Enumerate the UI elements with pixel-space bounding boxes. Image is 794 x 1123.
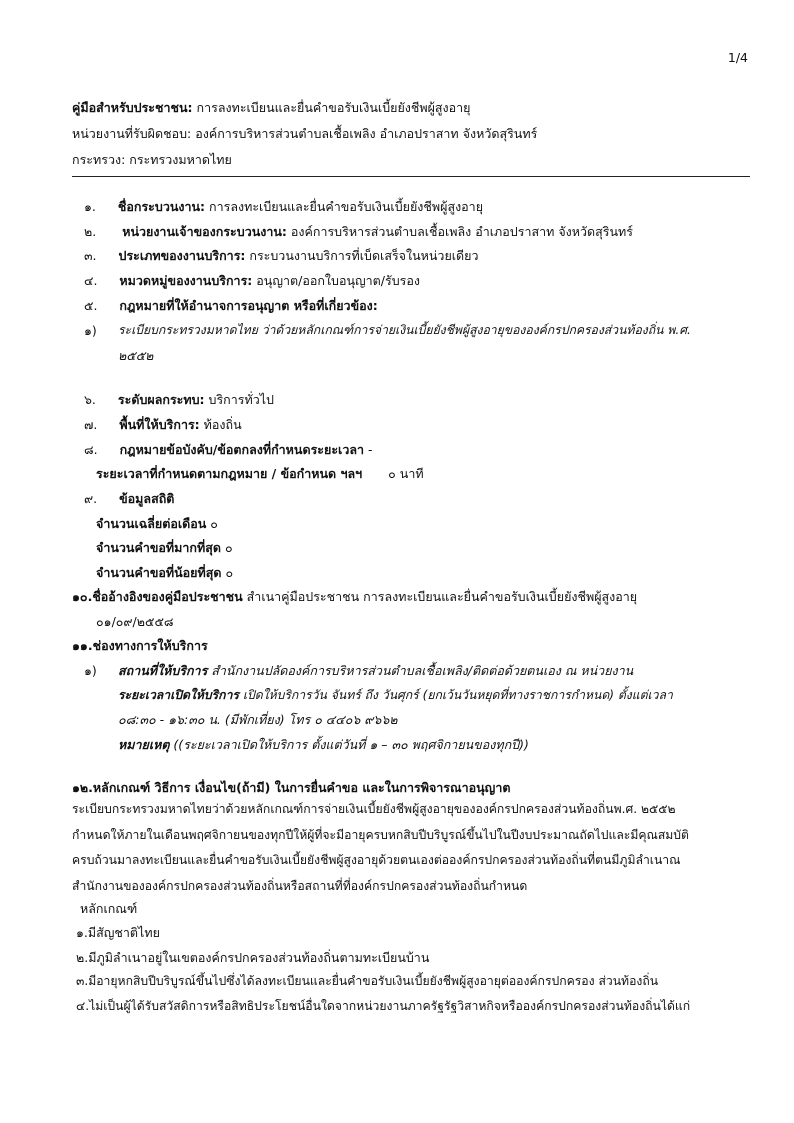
item-8-sub <box>96 464 424 484</box>
item-9-number: ๙. <box>84 491 98 506</box>
stat-average-label: จำนวนเฉลี่ยต่อเดือน <box>96 516 207 531</box>
item-9-label: ข้อมูลสถิติ <box>119 491 175 506</box>
item-10-value: สำเนาคู่มือประชาชน การลงทะเบียนและยื่นคำขอรับเงินเบี้ยยังชีพผู้สูงอายุ <box>242 589 638 604</box>
service-place-value: สำนักงานปลัดองค์การบริหารส่วนตำบลเชื้อเพลิง/ติดต่อด้วยตนเอง ณ หน่วยงาน <box>207 663 634 678</box>
ministry-value: กระทรวงมหาดไทย <box>125 152 232 167</box>
criterion-4: ๔.ไม่เป็นผู้ได้รับสวัสดิการหรือสิทธิประโยชน์อื่นใดจากหน่วยงานภาครัฐรัฐวิสาหกิจหรือองค์กรปกครองส่วนท้องถิ่นได้แก่ <box>76 999 691 1013</box>
page-number: 1/4 <box>727 50 748 65</box>
item-8-label: กฎหมายข้อบังคับ/ข้อตกลงที่กำหนดระยะเวลา <box>119 442 365 457</box>
item-8-sub-value: ๐ นาที <box>388 466 424 481</box>
item-10-label: ชื่ออ้างอิงของคู่มือประชาชน <box>92 589 243 604</box>
criterion-2: ๒.มีภูมิลำเนาอยู่ในเขตองค์กรปกครองส่วนท้องถิ่นตามทะเบียนบ้าน <box>76 950 430 965</box>
item-11 <box>72 636 208 656</box>
item-8-number: ๘. <box>84 442 98 457</box>
section-12-para-line-2: กำหนดให้ภายในเดือนพฤศจิกายนของทุกปีให้ผู้ที่จะมีอายุครบหกสิบปีบริบูรณ์ขึ้นไปในปีงบประมาณถัดไปและมีคุณสมบัติ <box>72 827 689 842</box>
item-5-sub-text-line-2: ๒๕๕๒ <box>118 348 154 363</box>
item-4-number: ๔. <box>84 273 98 288</box>
item-1-number: ๑. <box>84 199 96 214</box>
item-5-sub-1 <box>84 321 97 341</box>
service-hours-value: เปิดให้บริการวัน จันทร์ ถึง วันศุกร์ (ยกเว้นวันหยุดที่ทางราชการกำหนด) ตั้งแต่เวลา <box>238 688 673 702</box>
item-4-value: อนุญาต/ออกใบอนุญาต/รับรอง <box>252 273 420 288</box>
service-place <box>118 661 633 681</box>
agency-label: หน่วยงานที่รับผิดชอบ: <box>72 126 192 141</box>
item-10 <box>72 587 637 607</box>
section-12-para-line-3: ครบถ้วนมาลงทะเบียนและยื่นคำขอรับเงินเบี้ยยังชีพผู้สูงอายุด้วยตนเองต่อองค์กรปกครองส่วนท้องถิ่นที่ตนมีภูมิลำเนาณ <box>72 853 681 867</box>
section-12-heading: ๑๒.หลักเกณฑ์ วิธีการ เงื่อนไข(ถ้ามี) ในการยื่นคำขอ และในการพิจารณาอนุญาต <box>72 780 511 795</box>
item-4-label: หมวดหมู่ของงานบริการ: <box>119 273 253 288</box>
service-place-label: สถานที่ให้บริการ <box>118 663 208 678</box>
criteria-label: หลักเกณฑ์ <box>80 901 138 916</box>
item-3-value: กระบวนงานบริการที่เบ็ดเสร็จในหน่วยเดียว <box>245 248 479 263</box>
item-8-sub-label: ระยะเวลาที่กำหนดตามกฎหมาย / ข้อกำหนด ฯลฯ <box>96 466 363 481</box>
item-5-sub-text-line-1: ระเบียบกระทรวงมหาดไทย ว่าด้วยหลักเกณฑ์การจ่ายเงินเบี้ยยังชีพผู้สูงอายุขององค์กรปกครองส่วนท้องถิ่น พ.ศ. <box>118 323 691 337</box>
stat-average <box>96 514 218 534</box>
item-2-number: ๒. <box>84 224 97 239</box>
item-11-number: ๑๑. <box>72 638 93 653</box>
item-5-label: กฎหมายที่ให้อำนาจการอนุญาต หรือที่เกี่ยวข้อง: <box>119 298 378 313</box>
item-1-value: การลงทะเบียนและยื่นคำขอรับเงินเบี้ยยังชีพผู้สูงอายุ <box>205 199 484 214</box>
section-12-paragraph <box>72 797 752 899</box>
section-12-para-line-4: สำนักงานขององค์กรปกครองส่วนท้องถิ่นหรือสถานที่ที่องค์กรปกครองส่วนท้องถิ่นกำหนด <box>72 878 528 893</box>
item-5-sub-number: ๑) <box>84 323 97 338</box>
item-4 <box>84 271 420 291</box>
item-7-label: พื้นที่ให้บริการ: <box>119 417 200 432</box>
item-7 <box>84 415 242 435</box>
service-note-label: หมายเหตุ <box>118 737 170 752</box>
stat-average-value: ๐ <box>210 516 218 531</box>
ministry-label: กระทรวง: <box>72 152 126 167</box>
item-3-label: ประเภทของงานบริการ: <box>118 248 246 263</box>
manual-title: การลงทะเบียนและยื่นคำขอรับเงินเบี้ยยังชีพผู้สูงอายุ <box>192 100 471 115</box>
ministry-line <box>72 147 752 173</box>
item-2-label: หน่วยงานเจ้าของกระบวนงาน: <box>122 224 287 239</box>
section-12-para-line-1: ระเบียบกระทรวงมหาดไทยว่าด้วยหลักเกณฑ์การจ่ายเงินเบี้ยยังชีพผู้สูงอายุขององค์กรปกครองส่วนท้องถิ่นพ.ศ. ๒๕๕๒ <box>72 802 676 816</box>
manual-title-line <box>72 95 752 121</box>
item-2-value: องค์การบริหารส่วนตำบลเชื้อเพลิง อำเภอปราสาท จังหวัดสุรินทร์ <box>286 224 633 239</box>
stat-min <box>96 563 233 583</box>
item-6-number: ๖. <box>84 392 96 407</box>
item-7-number: ๗. <box>84 417 98 432</box>
stat-min-label: จำนวนคำขอที่น้อยที่สุด <box>96 565 222 580</box>
stat-max <box>96 538 233 558</box>
criterion-1: ๑.มีสัญชาติไทย <box>76 925 160 940</box>
item-3-number: ๓. <box>84 248 97 263</box>
document-header <box>72 95 752 173</box>
service-note <box>118 735 529 755</box>
item-10-number: ๑๐. <box>72 589 93 604</box>
manual-label: คู่มือสำหรับประชาชน: <box>72 100 193 115</box>
item-9 <box>84 489 174 509</box>
service-hours <box>118 686 673 705</box>
header-divider <box>72 176 750 177</box>
stat-max-value: ๐ <box>224 540 233 555</box>
item-11-label: ช่องทางการให้บริการ <box>92 638 208 653</box>
item-6-value: บริการทั่วไป <box>204 392 274 407</box>
item-10-date: ๐๑/๐๙/๒๕๕๘ <box>96 614 174 629</box>
item-5 <box>84 296 378 316</box>
item-5-number: ๕. <box>84 298 98 313</box>
criterion-3: ๓.มีอายุหกสิบปีบริบูรณ์ขึ้นไปซึ่งได้ลงทะเบียนและยื่นคำขอรับเงินเบี้ยยังชีพผู้สูงอายุต่อองค์กรปกครอง ส่วนท้องถิ่น <box>76 974 659 988</box>
item-11-sub-number: ๑) <box>84 663 97 678</box>
agency-value: องค์การบริหารส่วนตำบลเชื้อเพลิง อำเภอปราสาท จังหวัดสุรินทร์ <box>191 126 538 141</box>
stat-min-value: ๐ <box>225 565 234 580</box>
item-7-value: ท้องถิ่น <box>199 417 242 432</box>
item-8-dash: - <box>364 442 373 457</box>
item-3 <box>84 246 479 266</box>
item-6 <box>84 390 274 410</box>
service-hours-line-2: ๐๘:๓๐ - ๑๖:๓๐ น. (มีพักเที่ยง) โทร ๐ ๔๔๐๖ ๙๖๖๒ <box>118 712 398 727</box>
service-hours-label: ระยะเวลาเปิดให้บริการ <box>118 688 239 702</box>
service-note-value: ((ระยะเวลาเปิดให้บริการ ตั้งแต่วันที่ ๑ – ๓๐ พฤศจิกายนของทุกปี)) <box>169 737 529 752</box>
item-2 <box>84 222 633 242</box>
item-8 <box>84 440 373 460</box>
item-1 <box>84 197 483 217</box>
item-1-label: ชื่อกระบวนงาน: <box>117 199 206 214</box>
agency-line <box>72 121 752 147</box>
stat-max-label: จำนวนคำขอที่มากที่สุด <box>96 540 221 555</box>
item-6-label: ระดับผลกระทบ: <box>117 392 205 407</box>
